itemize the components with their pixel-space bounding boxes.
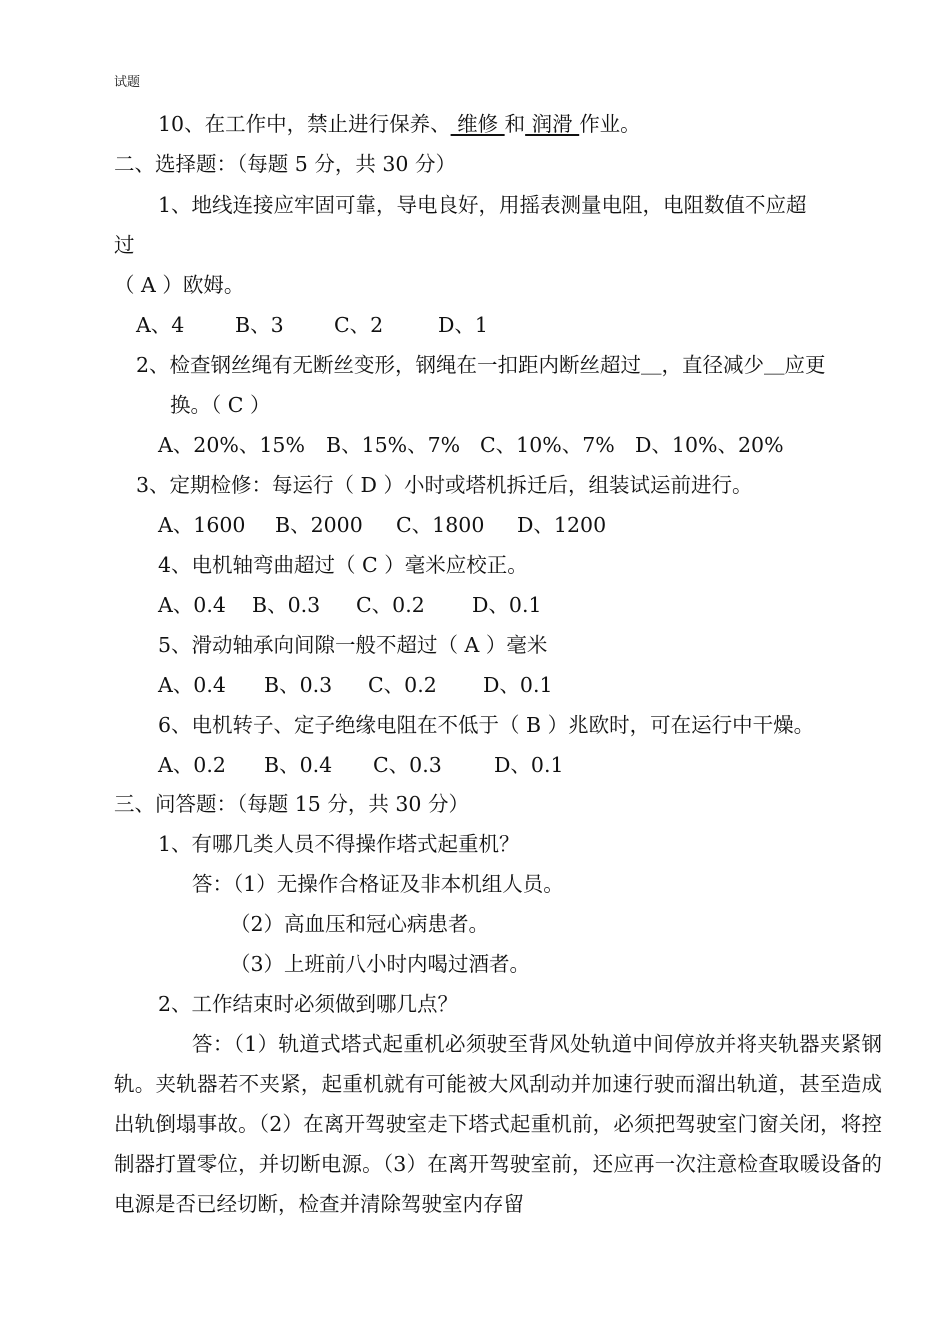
qa1-answer-2: （2）高血压和冠心病患者。	[230, 912, 490, 936]
q4-text: 4、电机轴弯曲超过（ C ）毫米应校正。	[158, 553, 528, 577]
q4-option-b: B、0.3	[252, 593, 321, 617]
q4-options	[158, 591, 542, 619]
q6-option-b: B、0.4	[264, 753, 333, 777]
q6-options	[158, 751, 564, 779]
qa1-answer-1: 答：（1）无操作合格证及非本机组人员。	[192, 872, 564, 896]
q1-option-c: C、2	[334, 313, 384, 337]
q5-options	[158, 671, 553, 699]
q5-option-d: D、0.1	[483, 673, 553, 697]
q3-options	[158, 511, 606, 539]
q4-option-d: D、0.1	[472, 593, 542, 617]
q4-option-a: A、0.4	[158, 593, 226, 617]
q6-option-c: C、0.3	[373, 753, 442, 777]
fill-item-mid: 和	[504, 112, 526, 136]
q5-text: 5、滑动轴承向间隙一般不超过（ A ）毫米	[158, 633, 548, 657]
q1-line2: 过	[114, 233, 135, 257]
q1-line3: （ A ）欧姆。	[114, 273, 245, 297]
q2-option-d: D、10%、20%	[635, 433, 784, 457]
q6-option-d: D、0.1	[494, 753, 564, 777]
q3-option-b: B、2000	[275, 513, 363, 537]
section-3-title: 三、问答题：（每题 15 分，共 30 分）	[114, 792, 469, 816]
q3-text: 3、定期检修：每运行（ D ）小时或塔机拆迁后，组装试运前进行。	[136, 473, 753, 497]
q1-option-a: A、4	[136, 313, 185, 337]
fill-blank-answer-1: 维修	[450, 112, 505, 136]
q2-options	[158, 431, 784, 459]
q1-options	[136, 311, 488, 339]
section-2-title: 二、选择题：（每题 5 分，共 30 分）	[114, 152, 456, 176]
q1-option-d: D、1	[438, 313, 488, 337]
q1-line1: 1、地线连接应牢固可靠，导电良好，用摇表测量电阻，电阻数值不应超	[158, 193, 807, 217]
q2-line1: 2、检查钢丝绳有无断丝变形，钢绳在一扣距内断丝超过＿，直径减少＿应更	[136, 353, 826, 377]
q2-option-c: C、10%、7%	[480, 433, 615, 457]
q6-text: 6、电机转子、定子绝缘电阻在不低于（ B ）兆欧时，可在运行中干燥。	[158, 713, 815, 737]
q2-line2: 换。（ C ）	[170, 393, 271, 417]
fill-item-10	[158, 110, 641, 138]
qa1-question: 1、有哪几类人员不得操作塔式起重机？	[158, 832, 520, 856]
fill-item-suffix: 作业。	[579, 112, 641, 136]
q5-option-a: A、0.4	[158, 673, 226, 697]
q4-option-c: C、0.2	[356, 593, 425, 617]
fill-blank-answer-2: 润滑	[525, 112, 580, 136]
q6-option-a: A、0.2	[158, 753, 226, 777]
q5-option-b: B、0.3	[264, 673, 333, 697]
q5-option-c: C、0.2	[368, 673, 437, 697]
fill-item-prefix: 10、在工作中，禁止进行保养、	[158, 112, 451, 136]
q2-option-a: A、20%、15%	[158, 433, 305, 457]
q3-option-c: C、1800	[396, 513, 485, 537]
qa1-answer-3: （3）上班前八小时内喝过酒者。	[230, 952, 531, 976]
q3-option-d: D、1200	[517, 513, 607, 537]
q1-option-b: B、3	[235, 313, 284, 337]
qa2-answer: 答：（1）轨道式塔式起重机必须驶至背风处轨道中间停放并将夹轨器夹紧钢轨。夹轨器若不夹紧，起重机就有可能被大风刮动并加速行驶而溜出轨道，甚至造成出轨倒塌事故。（2）在离开驾驶室走下塔式起重机前，必须把驾驶室门窗关闭，将控制器打置零位，并切断电源。（3）在离开驾驶室前，还应再一次注意检查取暖设备的电源是否已经切断，检查并清除驾驶室内存留	[114, 1032, 882, 1216]
q2-option-b: B、15%、7%	[326, 433, 461, 457]
page-header: 试题	[114, 75, 141, 90]
qa2-question: 2、工作结束时必须做到哪几点？	[158, 992, 459, 1016]
q3-option-a: A、1600	[158, 513, 246, 537]
